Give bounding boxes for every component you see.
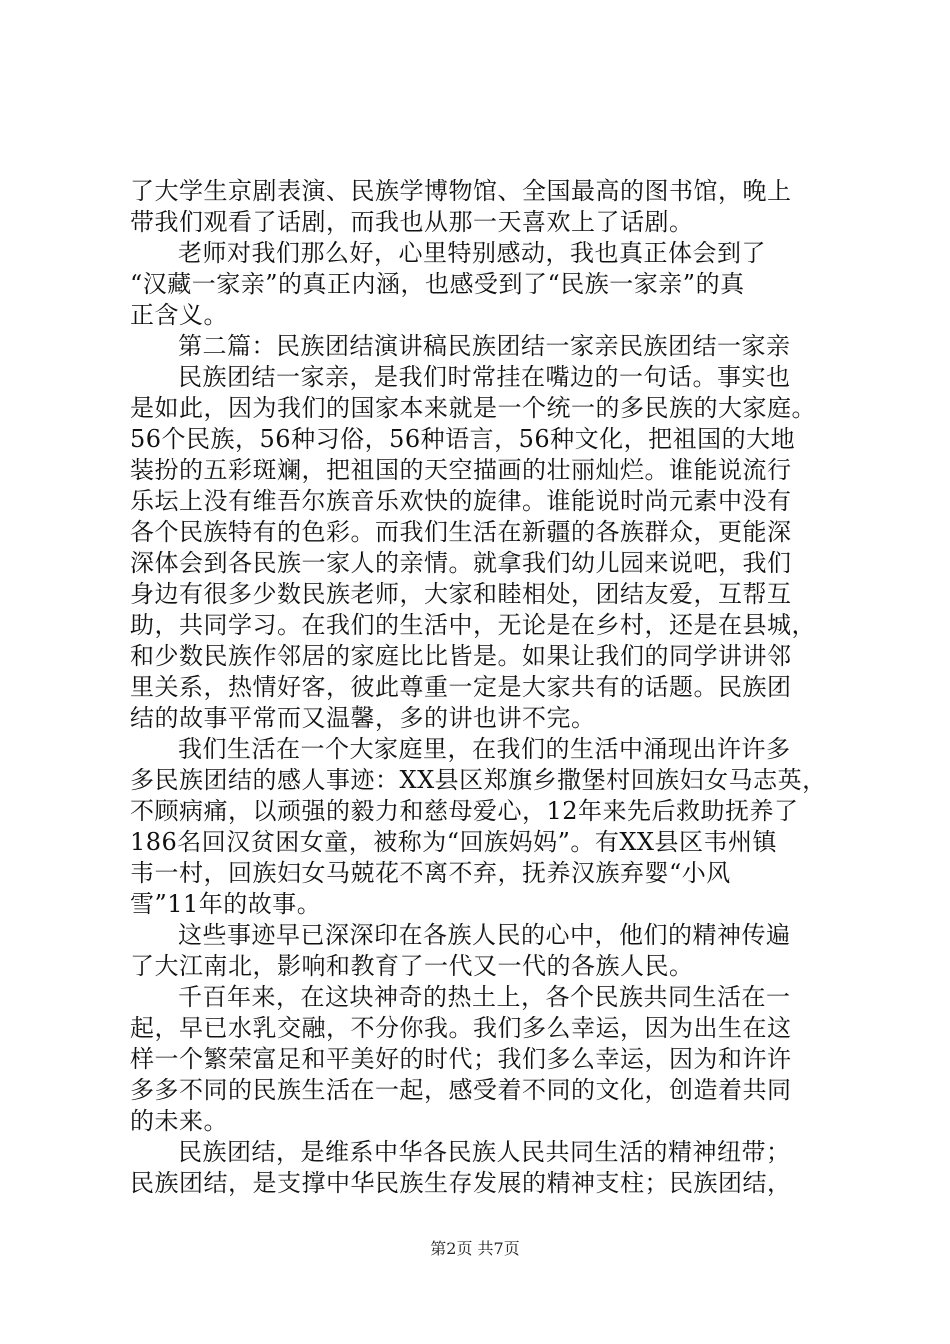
- text-line: 民族团结，是维系中华各民族人民共同生活的精神纽带；: [178, 1138, 791, 1166]
- page-number-label: 第2页 共7页: [430, 1239, 520, 1258]
- text-line: 了大学生京剧表演、民族学博物馆、全国最高的图书馆，晚上: [130, 177, 792, 205]
- text-line: 民族团结一家亲，是我们时常挂在嘴边的一句话。事实也: [178, 363, 791, 391]
- text-line: 样一个繁荣富足和平美好的时代；我们多么幸运，因为和许许: [130, 1045, 792, 1073]
- text-line: 千百年来，在这块神奇的热土上，各个民族共同生活在一: [178, 983, 791, 1011]
- text-line: 不顾病痛，以顽强的毅力和慈母爱心，12年来先后救助抚养了: [130, 797, 799, 825]
- text-line: 民族团结，是支撑中华民族生存发展的精神支柱；民族团结，: [130, 1169, 792, 1197]
- text-line: 身边有很多少数民族老师，大家和睦相处，团结友爱，互帮互: [130, 580, 792, 608]
- text-line: 了大江南北，影响和教育了一代又一代的各族人民。: [130, 952, 694, 980]
- text-line: “汉藏一家亲”的真正内涵，也感受到了“民族一家亲”的真: [130, 270, 745, 298]
- text-line: 第二篇：民族团结演讲稿民族团结一家亲民族团结一家亲: [178, 332, 791, 360]
- text-line: 装扮的五彩斑斓，把祖国的天空描画的壮丽灿烂。谁能说流行: [130, 456, 792, 484]
- document-body: [130, 176, 830, 1199]
- text-line: 的未来。: [130, 1107, 228, 1135]
- text-line: 我们生活在一个大家庭里，在我们的生活中涌现出许许多: [178, 735, 791, 763]
- text-line: 助，共同学习。在我们的生活中，无论是在乡村，还是在县城，: [130, 611, 816, 639]
- text-line: 多多不同的民族生活在一起，感受着不同的文化，创造着共同: [130, 1076, 792, 1104]
- text-line: 带我们观看了话剧，而我也从那一天喜欢上了话剧。: [130, 208, 694, 236]
- text-line: 是如此，因为我们的国家本来就是一个统一的多民族的大家庭。: [130, 394, 816, 422]
- text-line: 和少数民族作邻居的家庭比比皆是。如果让我们的同学讲讲邻: [130, 642, 792, 670]
- text-line: 这些事迹早已深深印在各族人民的心中，他们的精神传遍: [178, 921, 791, 949]
- text-line: 乐坛上没有维吾尔族音乐欢快的旋律。谁能说时尚元素中没有: [130, 487, 792, 515]
- text-line: 正含义。: [130, 301, 228, 329]
- text-line: 各个民族特有的色彩。而我们生活在新疆的各族群众，更能深: [130, 518, 792, 546]
- text-line: 韦一村，回族妇女马兢花不离不弃，抚养汉族弃婴“小风: [130, 859, 731, 887]
- text-line: 多民族团结的感人事迹：XX县区郑旗乡撒堡村回族妇女马志英，: [130, 766, 827, 794]
- text-line: 深体会到各民族一家人的亲情。就拿我们幼儿园来说吧，我们: [130, 549, 792, 577]
- text-line: 56个民族，56种习俗，56种语言，56种文化，把祖国的大地: [130, 425, 796, 453]
- text-line: 起，早已水乳交融，不分你我。我们多么幸运，因为出生在这: [130, 1014, 792, 1042]
- text-line: 186名回汉贫困女童，被称为“回族妈妈”。有XX县区韦州镇: [130, 828, 778, 856]
- text-line: 雪”11年的故事。: [130, 890, 322, 918]
- text-line: 结的故事平常而又温馨，多的讲也讲不完。: [130, 704, 596, 732]
- page-footer: [0, 1239, 950, 1259]
- text-line: 里关系，热情好客，彼此尊重一定是大家共有的话题。民族团: [130, 673, 792, 701]
- text-line: 老师对我们那么好，心里特别感动，我也真正体会到了: [178, 239, 766, 267]
